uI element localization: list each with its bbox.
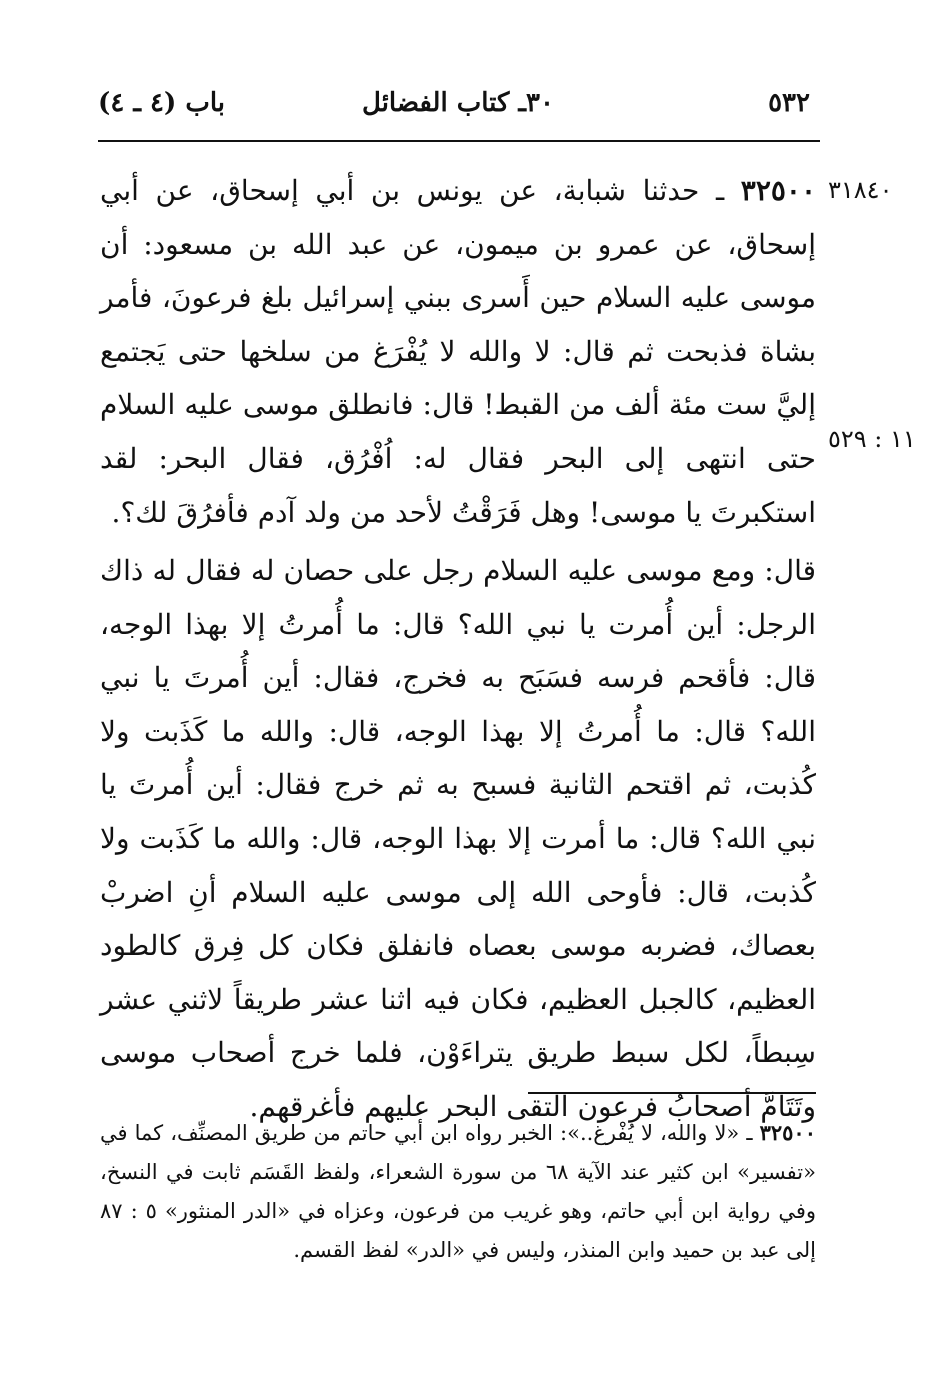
hadith-number: ٣٢٥٠٠ (740, 174, 816, 207)
page-number: ٥٣٢ (768, 88, 810, 118)
footnote-number: ٣٢٥٠٠ (759, 1120, 816, 1145)
margin-reference-volume-page: ١١ : ٥٢٩ (828, 425, 916, 453)
hadith-text-1: ـ حدثنا شبابة، عن يونس بن أبي إسحاق، عن أبي إسحاق، عن عمرو بن ميمون، عن عبد الله بن مسعود: أن موسى عليه السلام حين أَسرى ببني إسرائيل بلغ فرعونَ، فأمر بشاة فذبحت ثم قال: لا والله لا يُفْرَغ من سلخها حتى يَجتمع إليَّ ست مئة ألف من القبط! قال: فانطلق موسى عليه السلام حتى انتهى إلى البحر فقال له: اُفْرُق، فقال البحر: لقد استكبرتَ يا موسى! وهل فَرَقْتُ لأحد من ولد آدم فأفرُقَ لك؟. (100, 174, 816, 529)
margin-reference-top: ٣١٨٤٠ (828, 176, 893, 204)
chapter-reference: باب (٤ ـ ٤) (98, 88, 225, 118)
hadith-text-2: قال: ومع موسى عليه السلام رجل على حصان له فقال له ذاك الرجل: أين أُمرت يا نبي الله؟ قال: ما أُمرتُ إلا بهذا الوجه، قال: فأقحم فرسه فسَبَح به فخرج، فقال: أين أُمرتَ يا نبي الله؟ قال: ما أُمرتُ إلا بهذا الوجه، قال: والله ما كَذَبت ولا كُذبت، ثم اقتحم الثانية فسبح به ثم خرج فقال: أين أُمرتَ يا نبي الله؟ قال: ما أمرت إلا بهذا الوجه، قال: والله ما كَذَبت ولا كُذبت، قال: فأوحى الله إلى موسى عليه السلام أنِ اضربْ بعصاك، فضربه موسى بعصاه فانفلق فكان كل فِرق كالطود العظيم، كالجبل العظيم، فكان فيه اثنا عشر طريقاً لاثني عشر سِبطاً، لكل سبط طريق يتراءَوْن، فلما خرج أصحاب موسى وتَتَامَّ أصحابُ فرعون التقى البحر عليهم فأغرقهم. (100, 554, 816, 1123)
running-header (98, 88, 818, 128)
hadith-paragraph-2 (100, 544, 816, 1134)
hadith-paragraph-1 (100, 164, 816, 539)
book-title: ٣٠ـ كتاب الفضائل (362, 88, 554, 118)
footnote-rule (528, 1092, 816, 1094)
header-rule (98, 140, 820, 142)
footnote (100, 1113, 816, 1270)
footnote-text: ـ «لا والله، لا يُفْرغ..»: الخبر رواه ابن أبي حاتم من طريق المصنِّف، كما في «تفسير» ابن كثير عند الآية ٦٨ من سورة الشعراء، ولفظ القَسَم ثابت في النسخ، وفي رواية ابن أبي حاتم، وهو غريب من فرعون، وعزاه في «الدر المنثور» ٥ : ٨٧ إلى عبد بن حميد وابن المنذر، وليس في «الدر» لفظ القسم. (100, 1121, 817, 1262)
